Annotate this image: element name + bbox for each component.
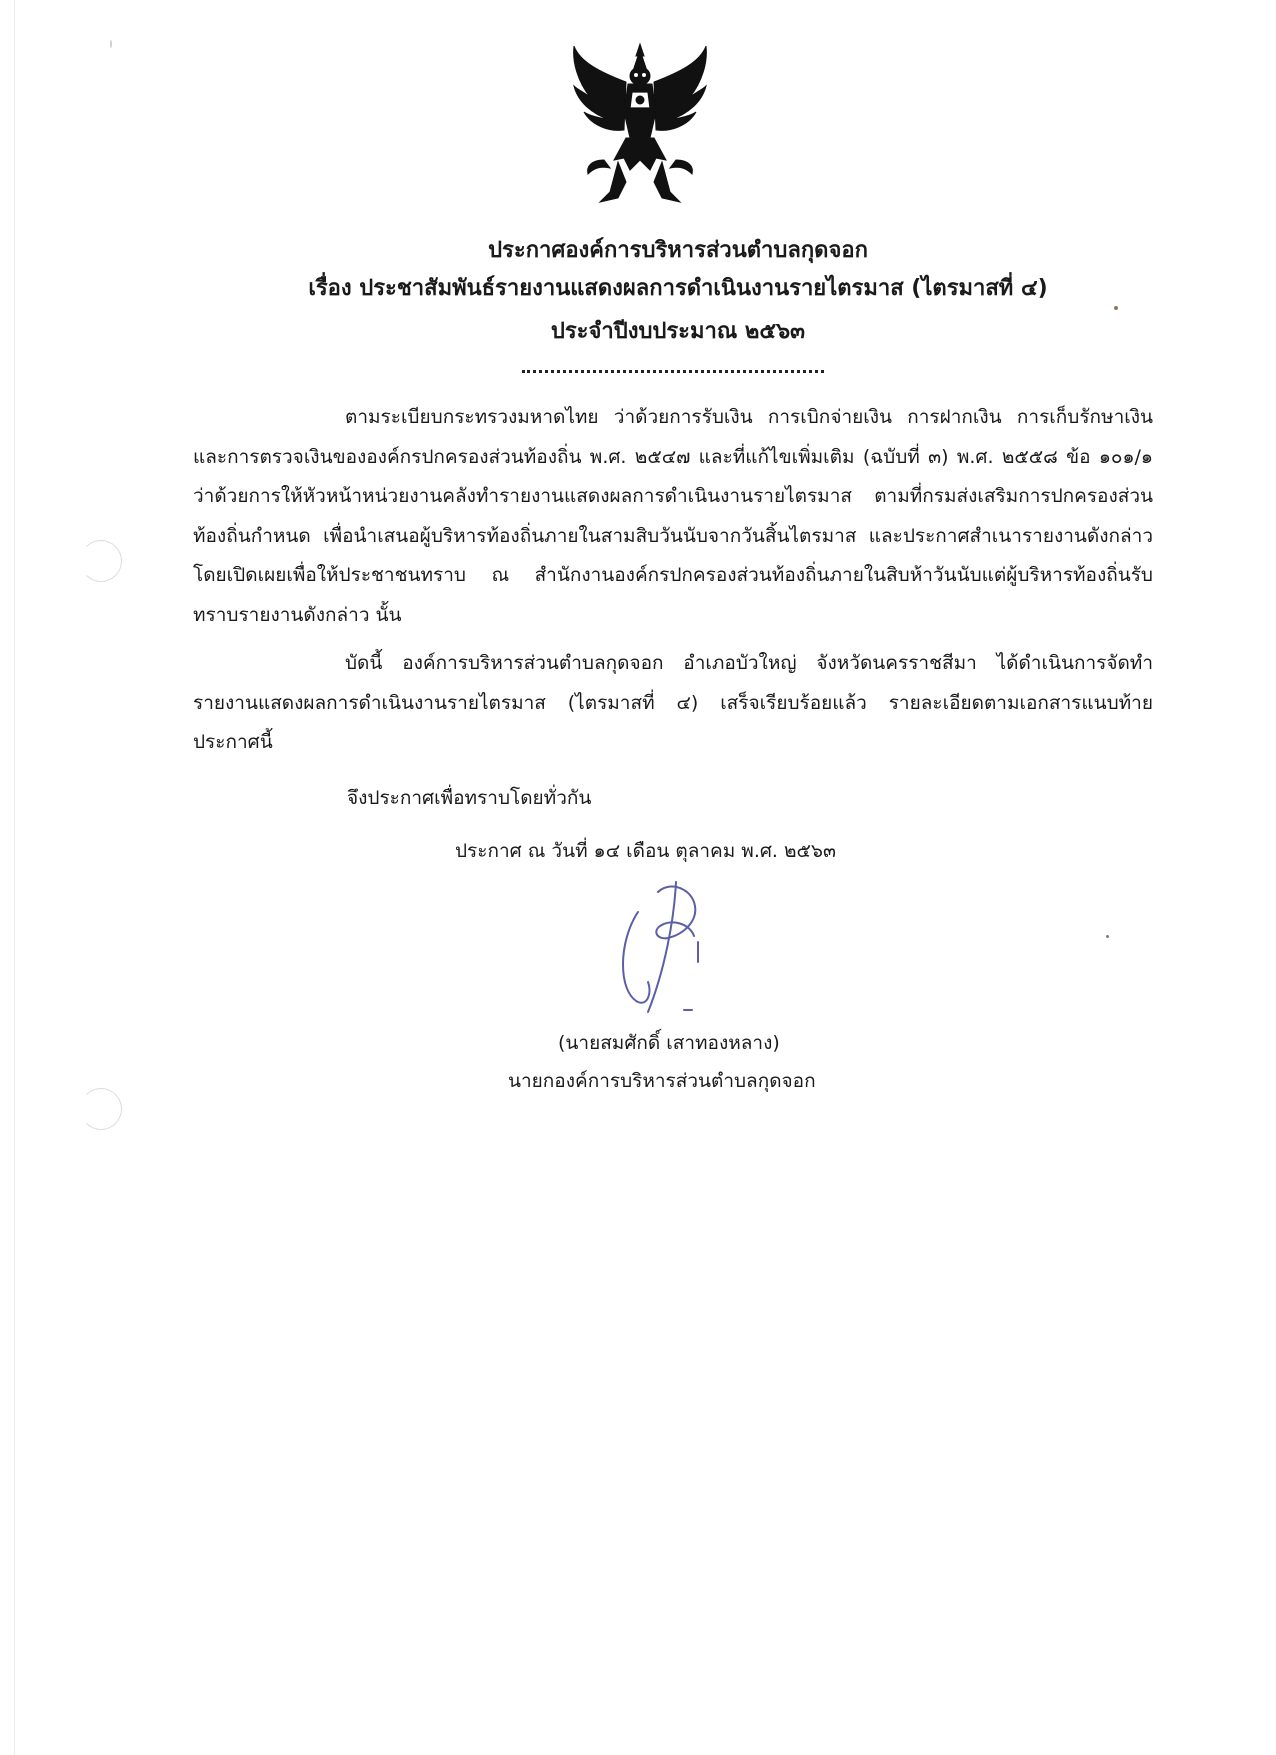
announcement-date: ประกาศ ณ วันที่ ๑๔ เดือน ตุลาคม พ.ศ. ๒๕๖๓	[455, 840, 836, 862]
signer-name: (นายสมศักดิ์ เสาทองหลาง)	[558, 1032, 780, 1054]
body-paragraph-2	[193, 644, 1153, 763]
signer-position: นายกองค์การบริหารส่วนตำบลกุดจอก	[508, 1070, 816, 1092]
punch-hole-top	[80, 540, 122, 582]
document-title-line-3: ประจำปีงบประมาณ ๒๕๖๓	[550, 319, 806, 344]
paper-speck	[1106, 935, 1109, 938]
page-edge	[14, 0, 15, 1755]
body-paragraph-1	[193, 398, 1153, 635]
punch-hole-bottom	[80, 1088, 122, 1130]
signature-icon	[598, 872, 738, 1022]
garuda-emblem-icon	[570, 42, 710, 207]
paper-mark	[110, 40, 112, 48]
title-divider	[522, 370, 824, 373]
paragraph-1-text: ตามระเบียบกระทรวงมหาดไทย ว่าด้วยการรับเงิน การเบิกจ่ายเงิน การฝากเงิน การเก็บรักษาเงิน และการตรวจเงินขององค์กรปกครองส่วนท้องถิ่น พ.ศ. ๒๕๔๗ และที่แก้ไขเพิ่มเติม (ฉบับที่ ๓) พ.ศ. ๒๕๕๘ ข้อ ๑๐๑/๑ ว่าด้วยการให้หัวหน้าหน่วยงานคลังทำรายงานแสดงผลการดำเนินงานรายไตรมาส ตามที่กรมส่งเสริมการปกครองส่วนท้องถิ่นกำหนด เพื่อนำเสนอผู้บริหารท้องถิ่นภายในสามสิบวันนับจากวันสิ้นไตรมาส และประกาศสำเนารายงานดังกล่าวโดยเปิดเผยเพื่อให้ประชาชนทราบ ณ สำนักงานองค์กรปกครองส่วนท้องถิ่นภายในสิบห้าวันนับแต่ผู้บริหารท้องถิ่นรับทราบรายงานดังกล่าว นั้น	[193, 406, 1153, 626]
document-title-line-2: เรื่อง ประชาสัมพันธ์รายงานแสดงผลการดำเนินงานรายไตรมาส (ไตรมาสที่ ๔)	[308, 276, 1048, 301]
document-title-line-1: ประกาศองค์การบริหารส่วนตำบลกุดจอก	[488, 238, 868, 263]
paper-speck	[1114, 306, 1118, 310]
closing-statement: จึงประกาศเพื่อทราบโดยทั่วกัน	[347, 787, 592, 809]
paragraph-2-text: บัดนี้ องค์การบริหารส่วนตำบลกุดจอก อำเภอบัวใหญ่ จังหวัดนครราชสีมา ได้ดำเนินการจัดทำรายงานแสดงผลการดำเนินงานรายไตรมาส (ไตรมาสที่ ๔) เสร็จเรียบร้อยแล้ว รายละเอียดตามเอกสารแนบท้ายประกาศนี้	[193, 652, 1153, 753]
